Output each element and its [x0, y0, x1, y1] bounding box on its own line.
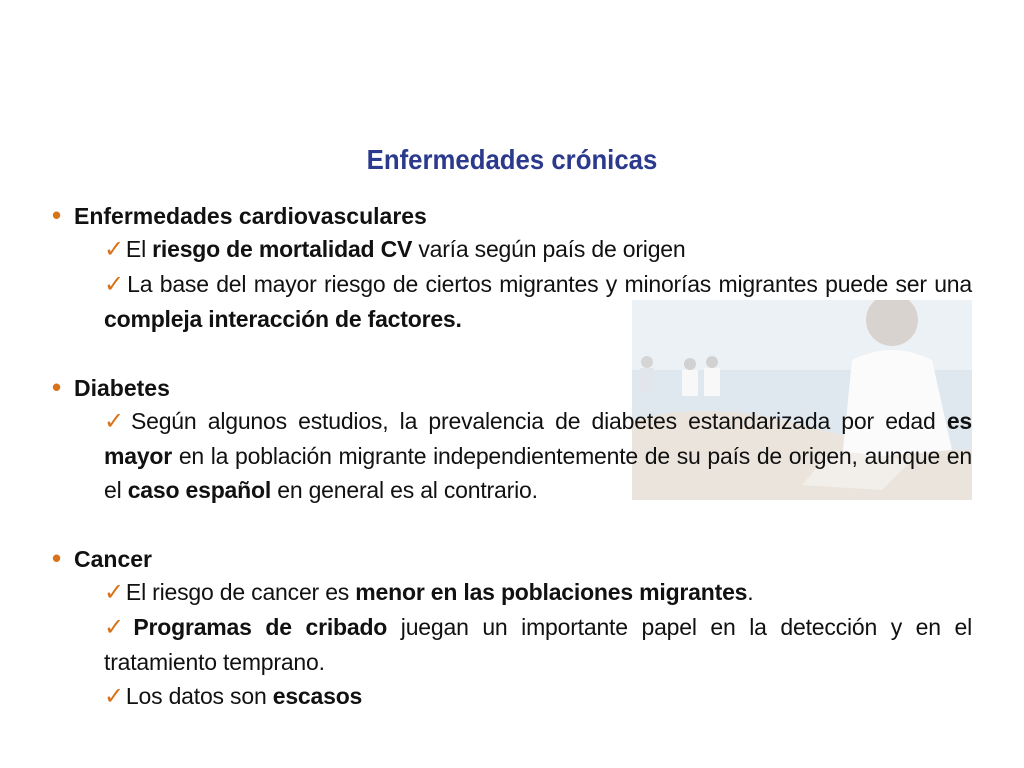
- section-cardiovascular: [52, 198, 972, 336]
- section-heading-label: Enfermedades cardiovasculares: [74, 203, 427, 229]
- checkmark-icon: ✓: [104, 683, 124, 710]
- bullet-dot-icon: •: [52, 200, 62, 230]
- list-item: ✓Según algunos estudios, la prevalencia de diabetes estandarizada por edad es mayor en la población migrante independientemente de su país de origen, aunque en el caso español en general es al contrario.: [104, 408, 972, 503]
- section-heading: [52, 370, 972, 404]
- checkmark-icon: ✓: [104, 579, 124, 606]
- section-heading: [52, 198, 972, 232]
- section-heading-label: Diabetes: [74, 375, 170, 401]
- list-item: ✓Programas de cribado juegan un importante papel en la detección y en el tratamiento temprano.: [104, 614, 972, 675]
- bullet-dot-icon: •: [52, 372, 62, 402]
- checkmark-icon: ✓: [104, 408, 129, 435]
- section-diabetes: [52, 370, 972, 507]
- section-heading: [52, 541, 972, 575]
- list-item: ✓La base del mayor riesgo de ciertos migrantes y minorías migrantes puede ser una compleja interacción de factores.: [104, 271, 972, 332]
- page-title: Enfermedades crónicas: [366, 144, 658, 175]
- section-heading-label: Cancer: [74, 546, 152, 572]
- content: [52, 198, 972, 714]
- checkmark-icon: ✓: [104, 236, 124, 263]
- section-cancer: [52, 541, 972, 714]
- list-item: ✓El riesgo de cancer es menor en las poblaciones migrantes.: [104, 579, 754, 606]
- checkmark-icon: ✓: [104, 614, 132, 641]
- checkmark-icon: ✓: [104, 271, 126, 298]
- list-item: ✓El riesgo de mortalidad CV varía según país de origen: [104, 236, 686, 263]
- list-item: ✓Los datos son escasos: [104, 683, 363, 710]
- bullet-dot-icon: •: [52, 543, 62, 573]
